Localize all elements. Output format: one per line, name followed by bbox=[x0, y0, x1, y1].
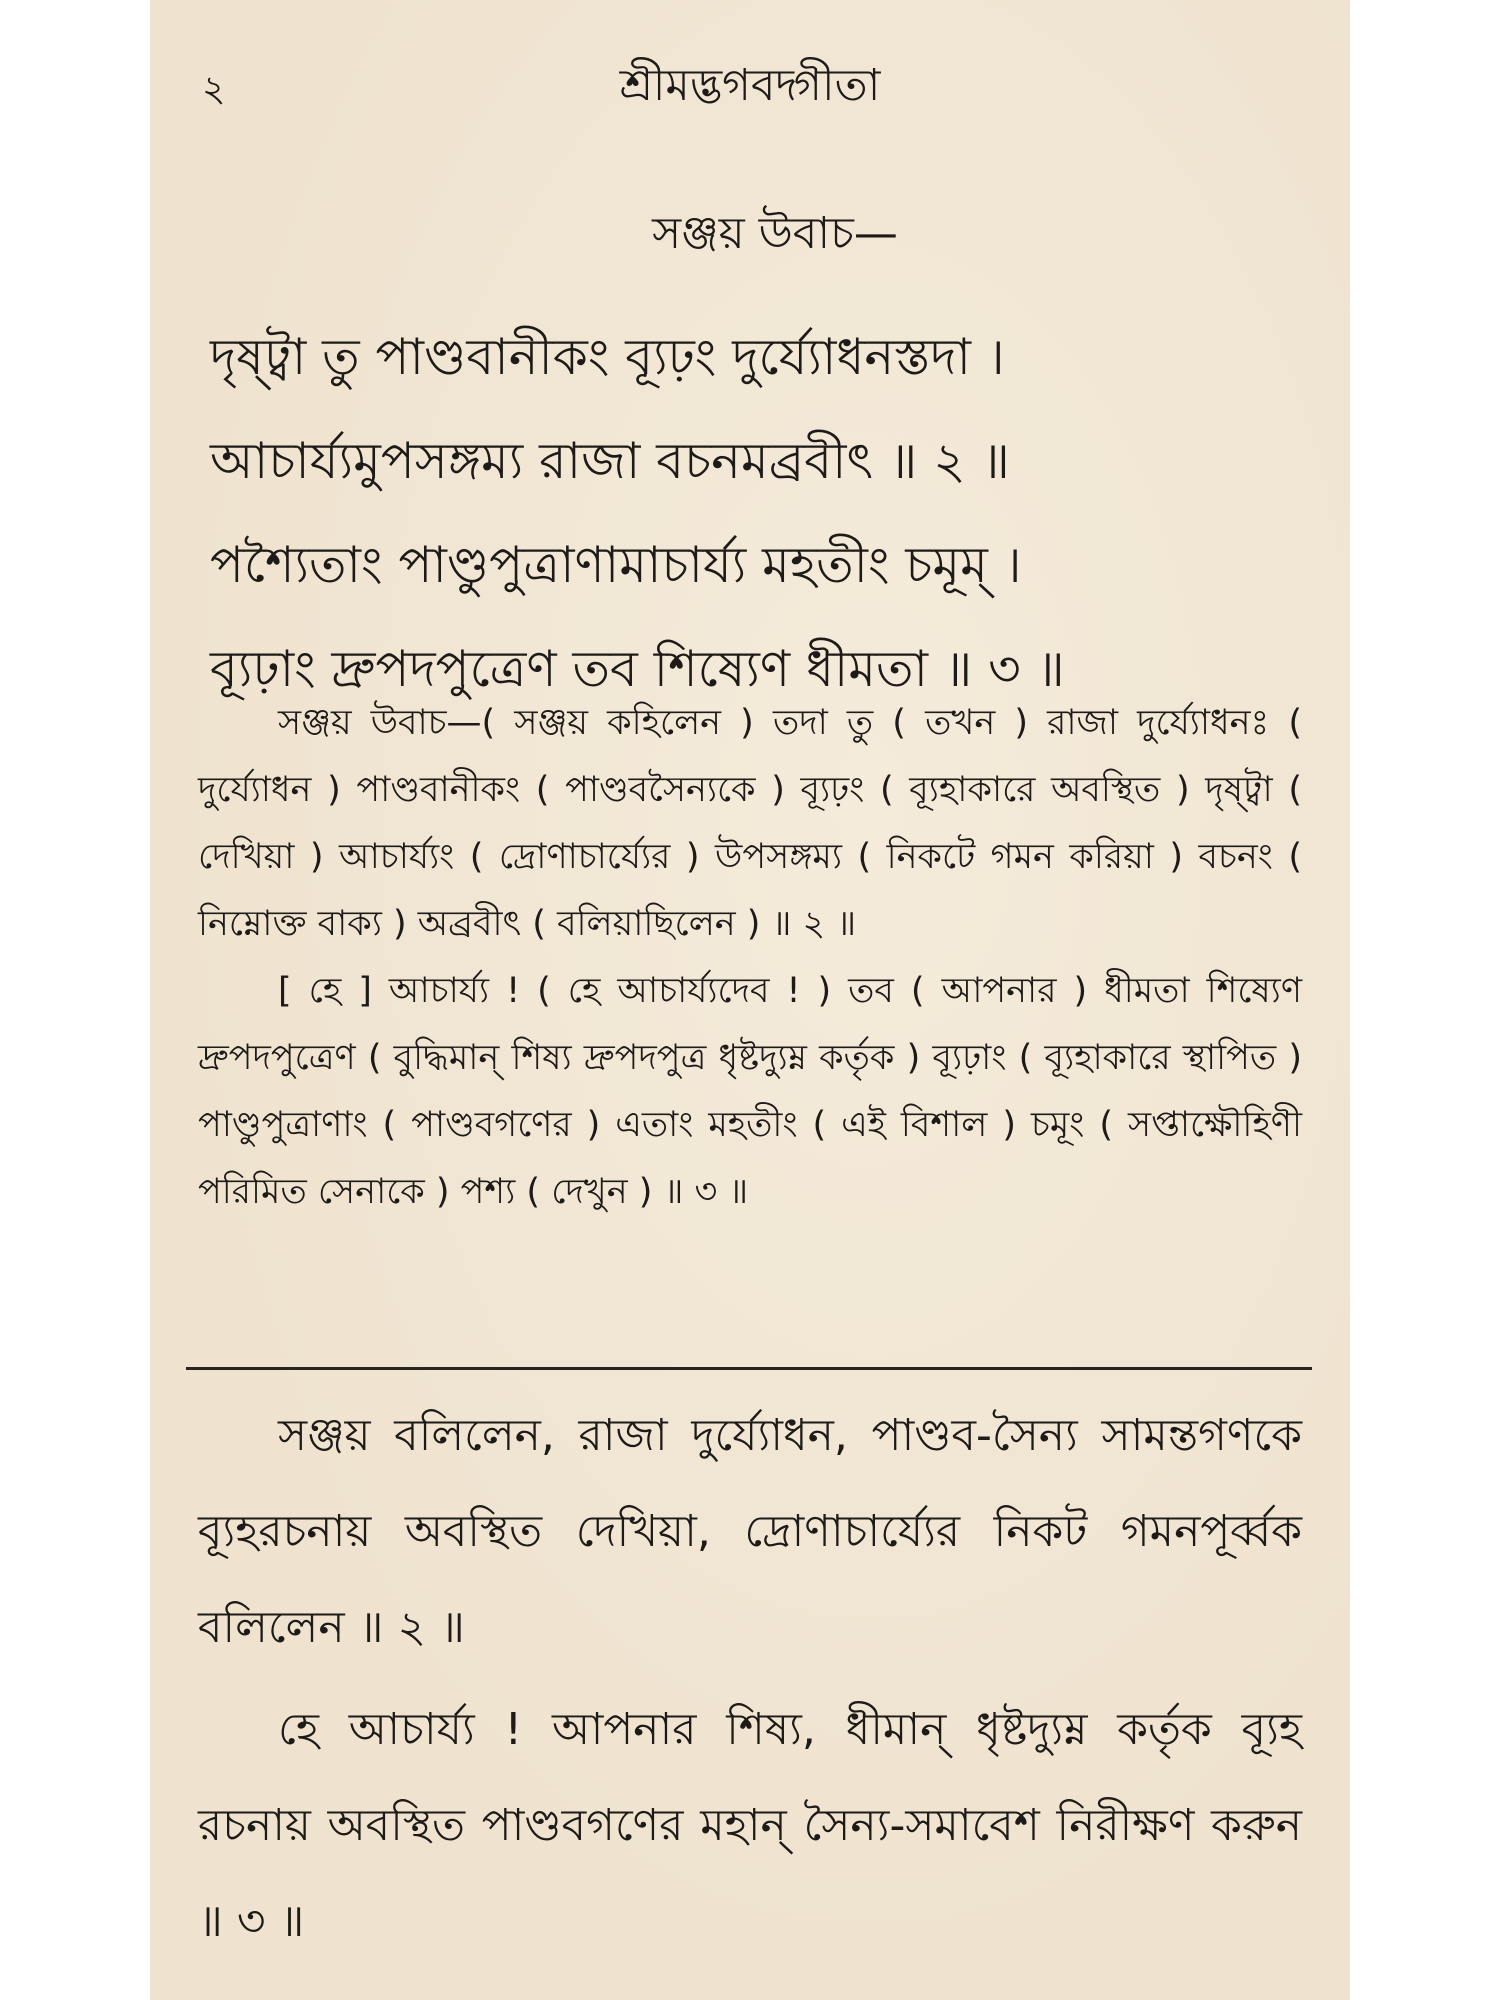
running-title: শ্রীমদ্ভগবদ্গীতা bbox=[619, 60, 881, 111]
page-number: ২ bbox=[202, 69, 226, 110]
sanskrit-verse bbox=[210, 200, 1300, 721]
translation-paragraph: হে আচার্য্য ! আপনার শিষ্য, ধীমান্ ধৃষ্টদ্যুম্ন কর্তৃক ব্যূহ রচনায় অবস্থিত পাণ্ডবগণের মহান্ সৈন্য-সমাবেশ নিরীক্ষণ করুন ॥ ৩ ॥ bbox=[198, 1704, 1302, 1947]
verse-line: পশ্যৈতাং পাণ্ডুপুত্রাণামাচার্য্য মহতীং চমূম্ । bbox=[210, 536, 1022, 594]
verse-line: দৃষ্ট্বা তু পাণ্ডবানীকং ব্যূঢ়ং দুর্য্যোধনস্তদা । bbox=[210, 328, 1005, 386]
section-divider bbox=[186, 1367, 1312, 1370]
verse-line: ব্যূঢ়াং দ্রুপদপুত্রেণ তব শিষ্যেণ ধীমতা ॥ ৩ ॥ bbox=[210, 640, 1065, 698]
speaker-heading: সঞ্জয় উবাচ— bbox=[652, 208, 898, 259]
page-header bbox=[150, 48, 1350, 118]
book-page bbox=[150, 0, 1350, 2000]
verse-line: আচার্য্যমুপসঙ্গম্য রাজা বচনমব্রবীৎ ॥ ২ ॥ bbox=[210, 432, 1010, 490]
translation-paragraph: সঞ্জয় বলিলেন, রাজা দুর্য্যোধন, পাণ্ডব-সৈন্য সামন্তগণকে ব্যূহরচনায় অবস্থিত দেখিয়া, দ্রোণাচার্য্যের নিকট গমনপূর্ব্বক বলিলেন ॥ ২ ॥ bbox=[198, 1410, 1302, 1653]
gloss-paragraph: সঞ্জয় উবাচ—( সঞ্জয় কহিলেন ) তদা তু ( তখন ) রাজা দুর্য্যোধনঃ ( দুর্য্যোধন ) পাণ্ডবানীকং ( পাণ্ডবসৈন্যকে ) ব্যূঢ়ং ( ব্যূহাকারে অবস্থিত ) দৃষ্ট্বা ( দেখিয়া ) আচার্য্যং ( দ্রোণাচার্য্যের ) উপসঙ্গম্য ( নিকটে গমন করিয়া ) বচনং ( নিম্নোক্ত বাক্য ) অব্রবীৎ ( বলিয়াছিলেন ) ॥ ২ ॥ bbox=[198, 703, 1302, 944]
gloss-paragraph: [ হে ] আচার্য্য ! ( হে আচার্য্যদেব ! ) তব ( আপনার ) ধীমতা শিষ্যেণ দ্রুপদপুত্রেণ ( বুদ্ধিমান্ শিষ্য দ্রুপদপুত্র ধৃষ্টদ্যুম্ন কর্তৃক ) ব্যূঢ়াং ( ব্যূহাকারে স্থাপিত ) পাণ্ডুপুত্রাণাং ( পাণ্ডবগণের ) এতাং মহতীং ( এই বিশাল ) চমূং ( সপ্তাক্ষৌহিণী পরিমিত সেনাকে ) পশ্য ( দেখুন ) ॥ ৩ ॥ bbox=[198, 971, 1302, 1212]
word-gloss bbox=[198, 690, 1302, 1226]
bengali-translation bbox=[198, 1388, 1302, 1976]
